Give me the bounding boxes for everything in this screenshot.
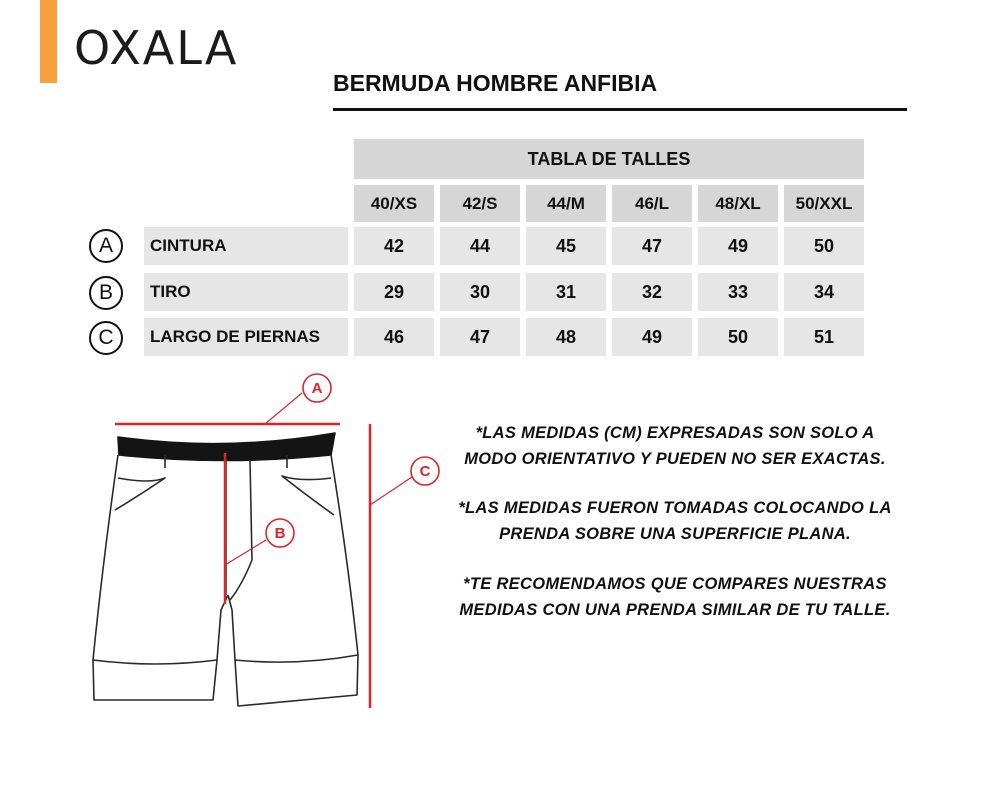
note-compare: *TE RECOMENDAMOS QUE COMPARES NUESTRAS MEDIDAS CON UNA PRENDA SIMILAR DE TU TALLE. <box>459 575 891 619</box>
table-value-cell: 45 <box>526 227 606 265</box>
row-letter-badge: C <box>89 321 123 355</box>
table-value-cell: 42 <box>354 227 434 265</box>
table-value-cell: 50 <box>784 227 864 265</box>
table-value-cell: 47 <box>612 227 692 265</box>
table-value-cell: 44 <box>440 227 520 265</box>
row-letter-badge: A <box>89 229 123 263</box>
table-value-cell: 50 <box>698 318 778 356</box>
brand-accent-bar <box>40 0 57 83</box>
size-header-cell: 44/M <box>526 185 606 222</box>
svg-text:C: C <box>419 463 431 480</box>
table-value-cell: 48 <box>526 318 606 356</box>
table-value-cell: 32 <box>612 273 692 311</box>
row-label: CINTURA <box>144 227 348 265</box>
table-value-cell: 31 <box>526 273 606 311</box>
table-value-cell: 49 <box>612 318 692 356</box>
row-label: LARGO DE PIERNAS <box>144 318 348 356</box>
brand-logo: OXALA <box>74 21 239 75</box>
svg-text:B: B <box>274 525 286 542</box>
marker-a-pin <box>303 374 331 402</box>
title-underline <box>333 108 907 111</box>
marker-b-pin <box>266 519 294 547</box>
svg-text:A: A <box>311 380 323 397</box>
table-value-cell: 29 <box>354 273 434 311</box>
table-value-cell: 30 <box>440 273 520 311</box>
table-value-cell: 47 <box>440 318 520 356</box>
table-value-cell: 49 <box>698 227 778 265</box>
size-header-cell: 48/XL <box>698 185 778 222</box>
row-letter-badge: B <box>89 276 123 310</box>
note-orientative: *LAS MEDIDAS (CM) EXPRESADAS SON SOLO A MODO ORIENTATIVO Y PUEDEN NO SER EXACTAS. <box>464 424 886 468</box>
size-header-cell: 46/L <box>612 185 692 222</box>
size-header-cell: 50/XXL <box>784 185 864 222</box>
marker-c-pin <box>411 457 439 485</box>
table-value-cell: 51 <box>784 318 864 356</box>
table-header: TABLA DE TALLES <box>354 139 864 179</box>
row-label: TIRO <box>144 273 348 311</box>
product-title: BERMUDA HOMBRE ANFIBIA <box>333 70 658 96</box>
table-value-cell: 33 <box>698 273 778 311</box>
table-value-cell: 46 <box>354 318 434 356</box>
size-header-cell: 40/XS <box>354 185 434 222</box>
size-header-cell: 42/S <box>440 185 520 222</box>
note-flat-surface: *LAS MEDIDAS FUERON TOMADAS COLOCANDO LA PRENDA SOBRE UNA SUPERFICIE PLANA. <box>458 499 892 543</box>
shorts-diagram <box>80 370 450 720</box>
table-value-cell: 34 <box>784 273 864 311</box>
